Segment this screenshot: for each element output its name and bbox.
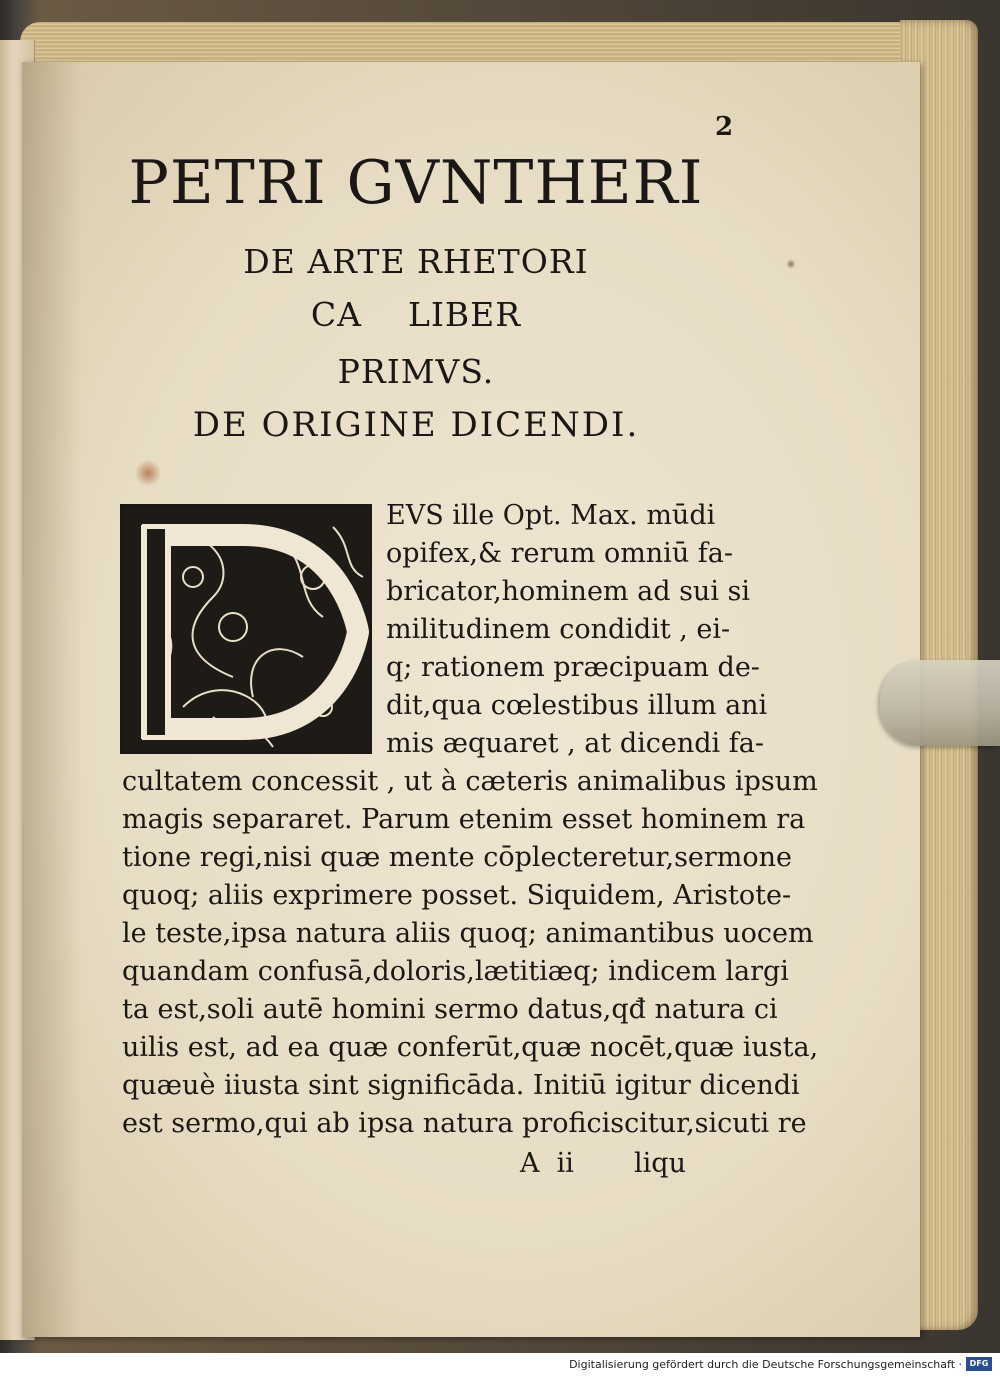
text-line: quandam confusā,doloris,lætitiæq; indicem largi — [122, 956, 789, 987]
decorated-initial — [120, 504, 372, 754]
subtitle-line: DE ARTE RHETORI — [243, 242, 589, 281]
text-line: quoq; aliis exprimere posset. Siquidem, Aristote‐ — [122, 880, 792, 911]
dfg-logo-icon: DFG — [966, 1357, 992, 1371]
catchword-line: A ii liqu — [520, 1148, 686, 1179]
section-heading: DE ORIGINE DICENDI. — [192, 405, 640, 445]
stain-mark — [134, 460, 162, 486]
text-line: uilis est, ad ea quæ conferūt,quæ nocēt,quæ iusta, — [122, 1032, 819, 1063]
text-line: militudinem condidit , ei‐ — [386, 614, 731, 645]
funding-credit: Digitalisierung gefördert durch die Deutsche Forschungsgemeinschaft · — [569, 1358, 962, 1371]
text-line: EVS ille Opt. Max. mūdi — [386, 500, 716, 531]
bookmark-strip — [880, 660, 1000, 746]
text-line: quæuè iiusta sint significāda. Initiū igitur dicendi — [122, 1070, 800, 1101]
text-line: est sermo,qui ab ipsa natura proficiscitur,sicuti re — [122, 1108, 807, 1139]
text-line: q; rationem præcipuam de‐ — [386, 652, 760, 683]
stain-mark — [786, 259, 796, 269]
text-line: cultatem concessit , ut à cæteris animalibus ipsum — [122, 766, 818, 797]
text-line: le teste,ipsa natura aliis quoq; animantibus uocem — [122, 918, 814, 949]
text-line: ta est,soli autē homini sermo datus,qđ natura ci — [122, 994, 778, 1025]
subtitle-line: PRIMVS. — [337, 352, 495, 391]
page-number: 2 — [715, 112, 734, 142]
text-line: bricator,hominem ad sui si — [386, 576, 751, 607]
text-line: opifex,& rerum omniū fa‐ — [386, 538, 734, 569]
text-line: mis æquaret , at dicendi fa‐ — [386, 728, 764, 759]
text-line: magis separaret. Parum etenim esset hominem ra — [122, 804, 806, 835]
subtitle-line: CA LIBER — [310, 295, 522, 334]
text-line: tione regi,nisi quæ mente cōplecteretur,sermone — [122, 842, 793, 873]
text-line: dit,qua cœlestibus illum ani — [386, 690, 768, 721]
book-page — [22, 62, 920, 1337]
page-title: PETRI GVNTHERI — [128, 148, 704, 218]
ornament-icon — [123, 507, 372, 754]
